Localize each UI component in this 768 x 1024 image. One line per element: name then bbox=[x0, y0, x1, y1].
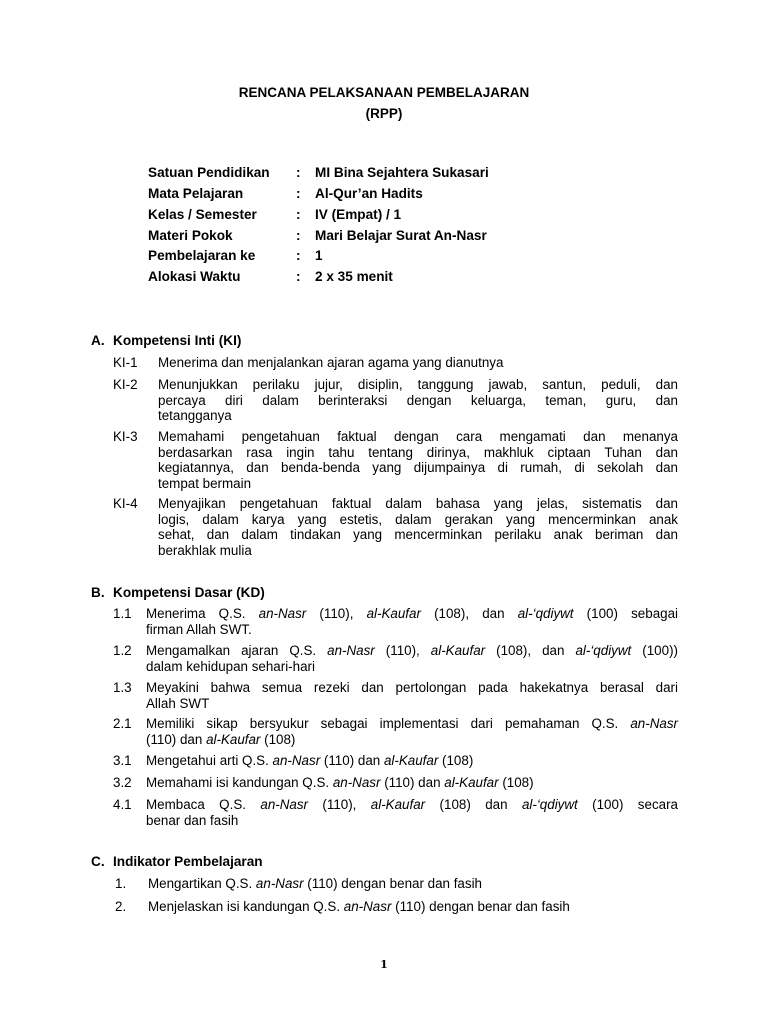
info-colon: : bbox=[296, 186, 301, 201]
text-line: tempat bermain bbox=[158, 475, 252, 491]
indikator-number: 1. bbox=[115, 876, 127, 891]
kd-text bbox=[146, 606, 678, 637]
info-colon: : bbox=[296, 228, 301, 243]
kd-text bbox=[146, 680, 678, 711]
ki-item bbox=[113, 377, 678, 424]
kd-code: 1.2 bbox=[113, 643, 132, 658]
ki-text bbox=[158, 355, 678, 371]
info-label: Kelas / Semester bbox=[148, 207, 257, 222]
kd-code: 3.2 bbox=[113, 775, 132, 790]
text-line: benar dan fasih bbox=[146, 812, 239, 828]
info-label: Mata Pelajaran bbox=[148, 186, 244, 201]
section-c-heading bbox=[91, 854, 263, 869]
indikator-item bbox=[115, 899, 678, 915]
kd-text bbox=[146, 643, 678, 674]
ki-code: KI-4 bbox=[113, 496, 138, 511]
info-row-satuan bbox=[148, 165, 489, 180]
kd-code: 2.1 bbox=[113, 716, 132, 731]
page-number: 1 bbox=[380, 958, 388, 971]
text-line: Menerima Q.S. an-Nasr (110), al-Kaufar (108), dan al-‘qdiywt (100) sebagai bbox=[146, 606, 679, 621]
text-line: Mengartikan Q.S. an-Nasr (110) dengan benar dan fasih bbox=[148, 876, 482, 891]
text-line: berakhlak mulia bbox=[158, 542, 252, 558]
kd-code: 3.1 bbox=[113, 753, 132, 768]
info-value: MI Bina Sejahtera Sukasari bbox=[315, 165, 489, 180]
info-label: Materi Pokok bbox=[148, 228, 233, 243]
info-row-alokasi bbox=[148, 269, 393, 284]
text-line: percaya diri dalam berinteraksi dengan keluarga, teman, guru, dan bbox=[158, 392, 678, 408]
info-row-materi bbox=[148, 228, 487, 243]
text-line: Menerima dan menjalankan ajaran agama yang dianutnya bbox=[158, 355, 504, 370]
ki-text bbox=[158, 496, 678, 558]
kd-text bbox=[146, 775, 678, 791]
ki-code: KI-1 bbox=[113, 355, 138, 370]
section-b-heading bbox=[91, 585, 265, 600]
kd-item bbox=[113, 643, 678, 674]
kd-text bbox=[146, 753, 678, 769]
kd-code: 1.3 bbox=[113, 680, 132, 695]
indikator-text bbox=[148, 876, 678, 892]
info-colon: : bbox=[296, 248, 301, 263]
ki-item bbox=[113, 429, 678, 491]
ki-text bbox=[158, 429, 678, 491]
section-letter: C. bbox=[91, 854, 105, 869]
section-title: Kompetensi Dasar (KD) bbox=[113, 585, 265, 600]
text-line: Membaca Q.S. an-Nasr (110), al-Kaufar (108) dan al-‘qdiywt (100) secara bbox=[146, 797, 678, 812]
info-value: 1 bbox=[315, 248, 323, 263]
text-line: (110) dan al-Kaufar (108) bbox=[146, 731, 296, 747]
kd-text bbox=[146, 716, 678, 747]
text-line: Menunjukkan perilaku jujur, disiplin, tanggung jawab, santun, peduli, dan bbox=[158, 377, 678, 392]
ki-item bbox=[113, 496, 678, 558]
info-row-pembelajaran bbox=[148, 248, 323, 263]
section-letter: B. bbox=[91, 585, 105, 600]
indikator-item bbox=[115, 876, 678, 892]
indikator-text bbox=[148, 899, 678, 915]
text-line: Memahami isi kandungan Q.S. an-Nasr (110) dan al-Kaufar (108) bbox=[146, 775, 534, 790]
text-line: Mengamalkan ajaran Q.S. an-Nasr (110), al-Kaufar (108), dan al-‘qdiywt (100)) bbox=[146, 643, 678, 658]
text-line: tetangganya bbox=[158, 408, 232, 424]
text-line: firman Allah SWT. bbox=[146, 621, 252, 637]
info-value: Al-Qur’an Hadits bbox=[315, 186, 423, 201]
kd-item bbox=[113, 716, 678, 747]
text-line: Menjelaskan isi kandungan Q.S. an-Nasr (110) dengan benar dan fasih bbox=[148, 899, 570, 914]
document-subtitle: (RPP) bbox=[365, 106, 403, 121]
text-line: berdasarkan rasa ingin tahu tentang dirinya, makhluk ciptaan Tuhan dan bbox=[158, 444, 678, 460]
kd-item bbox=[113, 606, 678, 637]
info-label: Alokasi Waktu bbox=[148, 269, 241, 284]
text-line: sehat, dan dalam tindakan yang mencerminkan perilaku anak beriman dan bbox=[158, 527, 678, 543]
text-line: dalam kehidupan sehari-hari bbox=[146, 658, 315, 674]
text-line: Mengetahui arti Q.S. an-Nasr (110) dan al-Kaufar (108) bbox=[146, 753, 474, 768]
document-title: RENCANA PELAKSANAAN PEMBELAJARAN bbox=[238, 85, 530, 100]
ki-item bbox=[113, 355, 678, 371]
info-colon: : bbox=[296, 165, 301, 180]
info-value: IV (Empat) / 1 bbox=[315, 207, 402, 222]
text-line: Allah SWT bbox=[146, 695, 210, 711]
section-a-heading bbox=[91, 333, 241, 348]
info-colon: : bbox=[296, 207, 301, 222]
kd-item bbox=[113, 680, 678, 711]
section-title: Indikator Pembelajaran bbox=[113, 854, 263, 869]
info-label: Satuan Pendidikan bbox=[148, 165, 270, 180]
indikator-number: 2. bbox=[115, 899, 127, 914]
kd-text bbox=[146, 797, 678, 828]
text-line: Memahami pengetahuan faktual dengan cara mengamati dan menanya bbox=[158, 429, 678, 444]
info-value: 2 x 35 menit bbox=[315, 269, 393, 284]
kd-code: 1.1 bbox=[113, 606, 132, 621]
info-colon: : bbox=[296, 269, 301, 284]
text-line: Menyajikan pengetahuan faktual dalam bahasa yang jelas, sistematis dan bbox=[158, 496, 678, 511]
ki-code: KI-2 bbox=[113, 377, 138, 392]
kd-code: 4.1 bbox=[113, 797, 132, 812]
info-row-mapel bbox=[148, 186, 423, 201]
text-line: Meyakini bahwa semua rezeki dan pertolongan pada hakekatnya berasal dari bbox=[146, 680, 678, 695]
info-label: Pembelajaran ke bbox=[148, 248, 256, 263]
kd-item bbox=[113, 753, 678, 769]
section-letter: A. bbox=[91, 333, 105, 348]
text-line: Memiliki sikap bersyukur sebagai implementasi dari pemahaman Q.S. an-Nasr bbox=[146, 716, 678, 731]
info-row-kelas bbox=[148, 207, 401, 222]
kd-item bbox=[113, 797, 678, 828]
text-line: logis, dalam karya yang estetis, dalam gerakan yang mencerminkan anak bbox=[158, 511, 678, 527]
ki-text bbox=[158, 377, 678, 424]
kd-item bbox=[113, 775, 678, 791]
text-line: kegiatannya, dan benda-benda yang dijumpainya di rumah, di sekolah dan bbox=[158, 460, 678, 476]
section-title: Kompetensi Inti (KI) bbox=[113, 333, 242, 348]
ki-code: KI-3 bbox=[113, 429, 138, 444]
info-value: Mari Belajar Surat An-Nasr bbox=[315, 228, 487, 243]
